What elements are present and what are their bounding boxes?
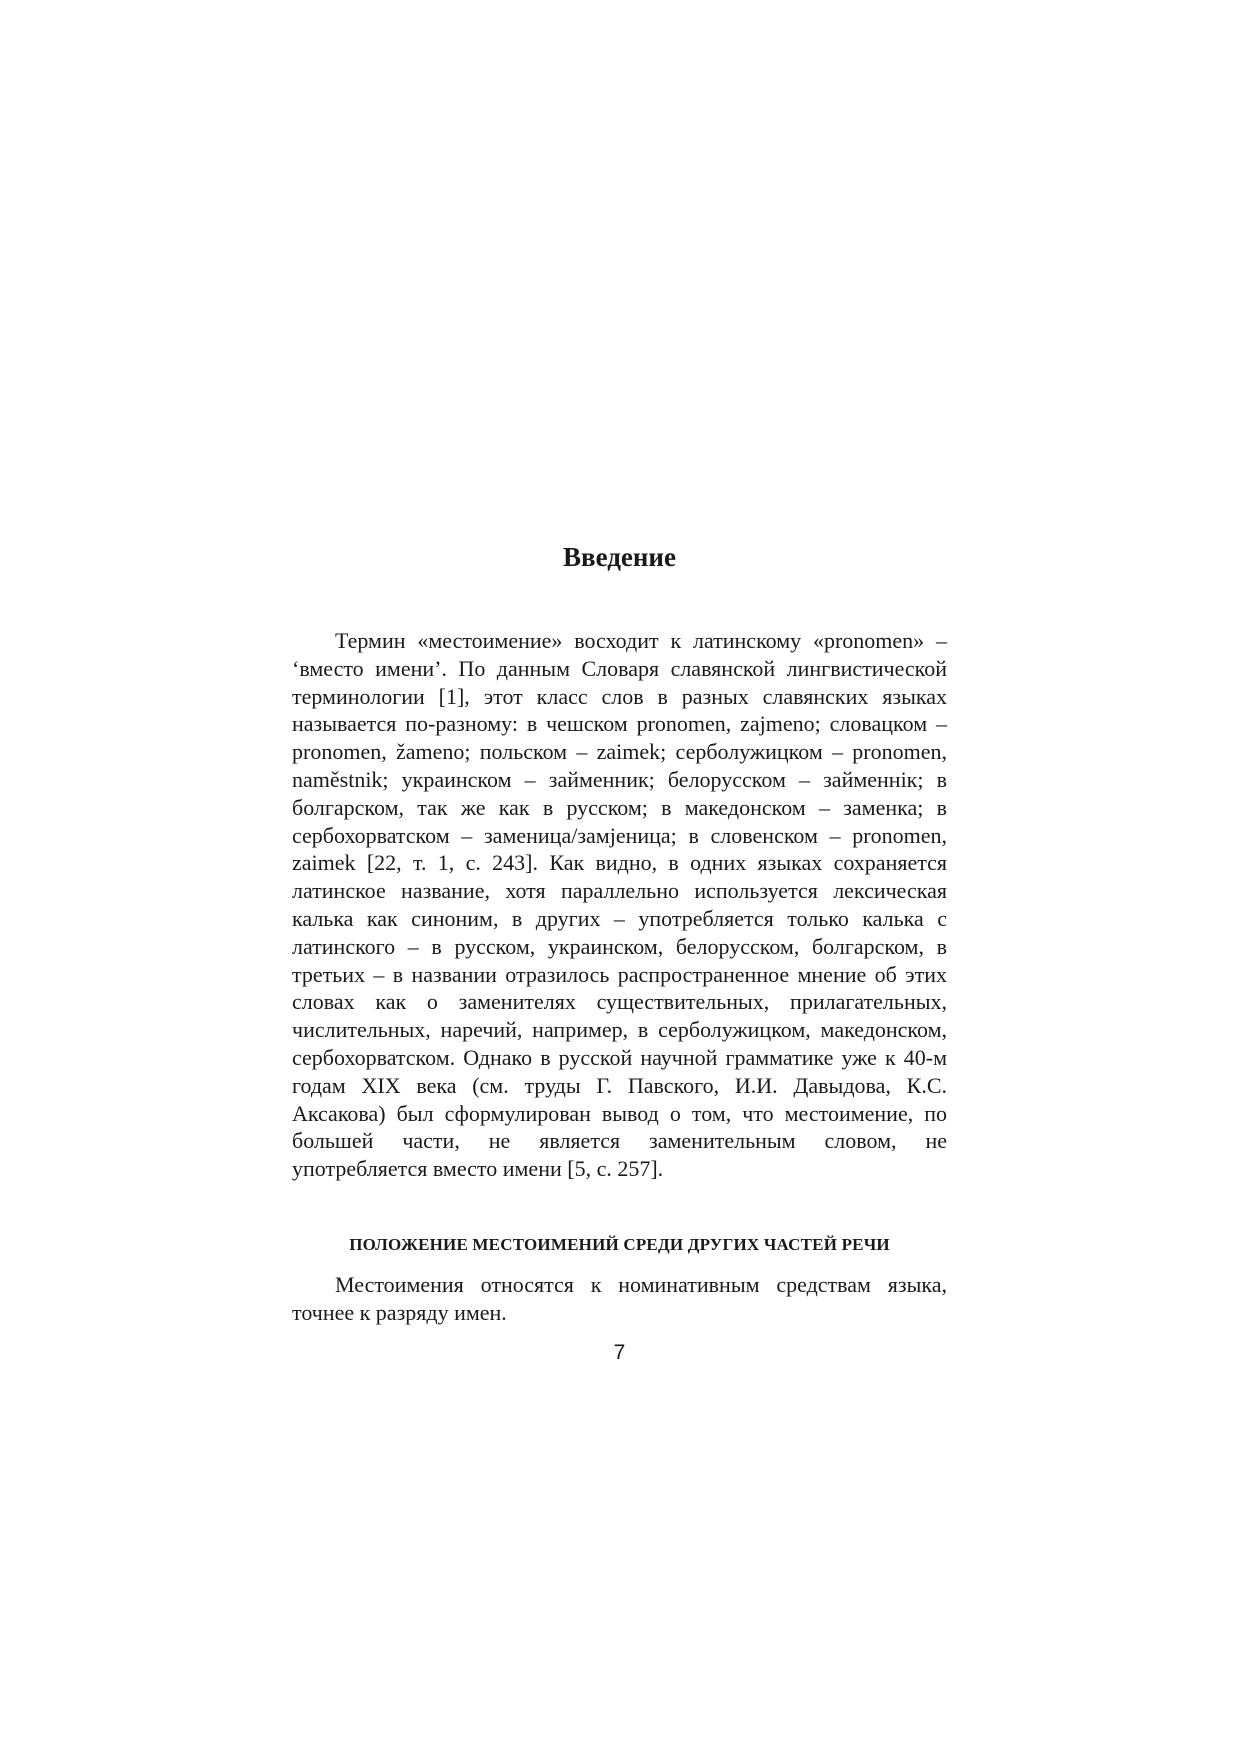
intro-paragraph: Термин «местоимение» восходит к латинскому «pronomen» – ‘вместо имени’. По данным Словаря славянской лингвистической терминологии [1], этот класс слов в разных славянских языках называется по-разному: в чешском pronomen, zajmeno; словацком – pronomen, žameno; польском – zaimek; серболужицком – pronomen, naměstnik; украинском – займенник; белорусском – займеннiк; в болгарском, так же как в русском; в македонском – заменка; в сербохорватском – заменица/замјеница; в словенском – pronomen, zaimek [22, т. 1, с. 243]. Как видно, в одних языках сохраняется латинское название, хотя параллельно используется лексическая калька как синоним, в других – употребляется только калька с латинского – в русском, украинском, белорусском, болгарском, в третьих – в названии отразилось распространенное мнение об этих словах как о заменителях существительных, прилагательных, числительных, наречий, например, в серболужицком, македонском, сербохорватском. Однако в русской научной грамматике уже к 40-м годам XIX века (см. труды Г. Павского, И.И. Давыдова, К.С. Аксакова) был сформулирован вывод о том, что местоимение, по большей части, не является заменительным словом, не употребляется вместо имени [5, с. 257].: [292, 628, 947, 1182]
intro-section: [292, 627, 947, 1183]
chapter-title: Введение: [563, 542, 676, 572]
section-heading: ПОЛОЖЕНИЕ МЕСТОИМЕНИЙ СРЕДИ ДРУГИХ ЧАСТЕЙ РЕЧИ: [349, 1235, 890, 1254]
page-number: 7: [613, 1341, 626, 1364]
section-paragraph: Местоимения относятся к номинативным средствам языка, точнее к разряду имен.: [292, 1272, 947, 1325]
section-body: [292, 1271, 947, 1327]
